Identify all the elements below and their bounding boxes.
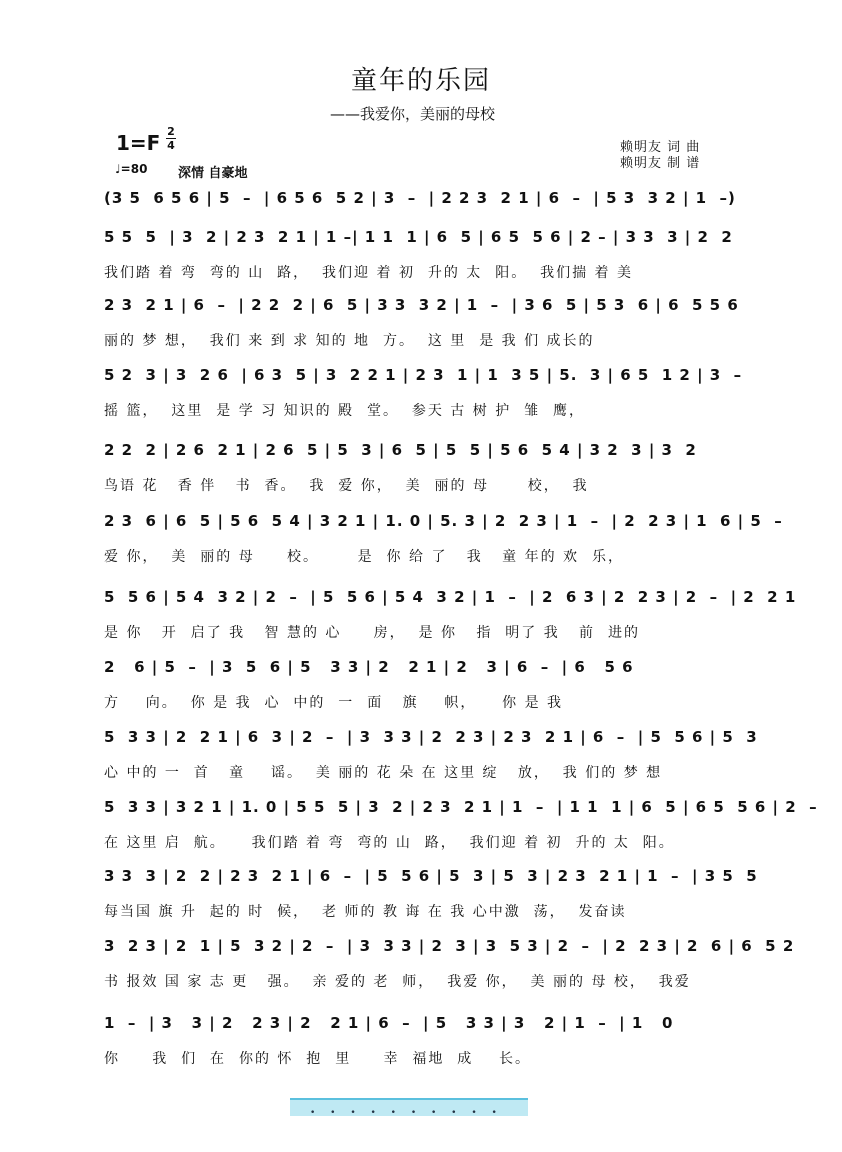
key-signature: 1=F xyxy=(116,131,161,155)
lyrics-line: 鸟语 花 香 伴 书 香。 我 爱 你， 美 丽的 母 校， 我 xyxy=(104,478,589,494)
notation-line: 5 2 3 | 3 2 6 | 6 3 5 | 3 2 2 1 | 2 3 1 | 1 3 5 | 5. 3 | 6 5 1 2 | 3 – xyxy=(104,366,743,384)
score-system xyxy=(0,292,842,358)
meter-bottom: 4 xyxy=(167,139,175,152)
song-title: 童年的乐园 xyxy=(350,66,491,96)
lyricist-composer-credit: 赖明友 词 曲 xyxy=(620,140,701,155)
notation-line: 3 3 3 | 2 2 | 2 3 2 1 | 6 – | 5 5 6 | 5 3 | 5 3 | 2 3 2 1 | 1 – | 3 5 5 xyxy=(104,867,758,885)
expression-marking: 深情 自豪地 xyxy=(178,166,248,181)
lyrics-line: 每当国 旗 升 起的 时 候， 老 师的 教 诲 在 我 心中激 荡， 发奋读 xyxy=(104,904,627,920)
notation-line: 2 3 6 | 6 5 | 5 6 5 4 | 3 2 1 | 1. 0 | 5. 3 | 2 2 3 | 1 – | 2 2 3 | 1 6 | 5 – xyxy=(104,512,783,530)
time-signature xyxy=(166,126,176,151)
notation-line: 5 3 3 | 2 2 1 | 6 3 | 2 – | 3 3 3 | 2 2 3 | 2 3 2 1 | 6 – | 5 5 6 | 5 3 xyxy=(104,728,758,746)
banner-text: • • • • • • • • • • xyxy=(310,1108,503,1118)
notation-line: 3 2 3 | 2 1 | 5 3 2 | 2 – | 3 3 3 | 2 3 | 3 5 3 | 2 – | 2 2 3 | 2 6 | 6 5 2 xyxy=(104,937,795,955)
song-subtitle: ——我爱你，美丽的母校 xyxy=(330,105,496,123)
lyrics-line: 心 中的 一 首 童 谣。 美 丽的 花 朵 在 这里 绽 放， 我 们的 梦 想 xyxy=(104,765,663,781)
score-system xyxy=(0,794,842,860)
notation-line: 5 5 5 | 3 2 | 2 3 2 1 | 1 –| 1 1 1 | 6 5 | 6 5 5 6 | 2 – | 3 3 3 | 2 2 xyxy=(104,228,733,246)
notation-credit: 赖明友 制 谱 xyxy=(620,156,701,171)
bottom-banner[interactable] xyxy=(290,1098,528,1116)
score-system xyxy=(0,724,842,790)
notation-line: 5 5 6 | 5 4 3 2 | 2 – | 5 5 6 | 5 4 3 2 | 1 – | 2 6 3 | 2 2 3 | 2 – | 2 2 1 xyxy=(104,588,797,606)
score-system xyxy=(0,362,842,428)
notation-line: 2 6 | 5 – | 3 5 6 | 5 3 3 | 2 2 1 | 2 3 | 6 – | 6 5 6 xyxy=(104,658,634,676)
notation-line: 2 2 2 | 2 6 2 1 | 2 6 5 | 5 3 | 6 5 | 5 5 | 5 6 5 4 | 3 2 3 | 3 2 xyxy=(104,441,697,459)
score-system xyxy=(0,224,842,290)
lyrics-line: 摇 篮， 这里 是 学 习 知识的 殿 堂。 参天 古 树 护 雏 鹰， xyxy=(104,403,586,419)
notation-line: 5 3 3 | 3 2 1 | 1. 0 | 5 5 5 | 3 2 | 2 3 2 1 | 1 – | 1 1 1 | 6 5 | 6 5 5 6 | 2 – xyxy=(104,798,818,816)
score-system xyxy=(0,584,842,650)
lyrics-line: 你 我 们 在 你的 怀 抱 里 幸 福地 成 长。 xyxy=(104,1051,532,1067)
lyrics-line: 在 这里 启 航。 我们踏 着 弯 弯的 山 路， 我们迎 着 初 升的 太 阳。 xyxy=(104,835,675,851)
score-system xyxy=(0,654,842,720)
meter-top: 2 xyxy=(167,125,175,138)
score-system xyxy=(0,863,842,929)
lyrics-line: 我们踏 着 弯 弯的 山 路， 我们迎 着 初 升的 太 阳。 我们揣 着 美 xyxy=(104,265,634,281)
score-system xyxy=(0,1010,842,1076)
score-system xyxy=(0,437,842,503)
lyrics-line: 书 报效 国 家 志 更 强。 亲 爱的 老 师， 我爱 你， 美 丽的 母 校， 我爱 xyxy=(104,974,691,990)
notation-line: (3 5 6 5 6 | 5 – | 6 5 6 5 2 | 3 – | 2 2 3 2 1 | 6 – | 5 3 3 2 | 1 –) xyxy=(104,189,736,207)
lyrics-line: 爱 你， 美 丽的 母 校。 是 你 给 了 我 童 年的 欢 乐， xyxy=(104,549,624,565)
notation-line: 2 3 2 1 | 6 – | 2 2 2 | 6 5 | 3 3 3 2 | 1 – | 3 6 5 | 5 3 6 | 6 5 5 6 xyxy=(104,296,739,314)
tempo-marking: ♩=80 xyxy=(115,162,148,176)
score-system xyxy=(0,933,842,999)
lyrics-line: 丽的 梦 想， 我们 来 到 求 知的 地 方。 这 里 是 我 们 成长的 xyxy=(104,333,595,349)
score-system xyxy=(0,508,842,574)
notation-line: 1 – | 3 3 | 2 2 3 | 2 2 1 | 6 – | 5 3 3 | 3 2 | 1 – | 1 0 xyxy=(104,1014,674,1032)
lyrics-line: 方 向。 你 是 我 心 中的 一 面 旗 帜， 你 是 我 xyxy=(104,695,564,711)
lyrics-line: 是 你 开 启了 我 智 慧的 心 房， 是 你 指 明了 我 前 进的 xyxy=(104,625,640,641)
